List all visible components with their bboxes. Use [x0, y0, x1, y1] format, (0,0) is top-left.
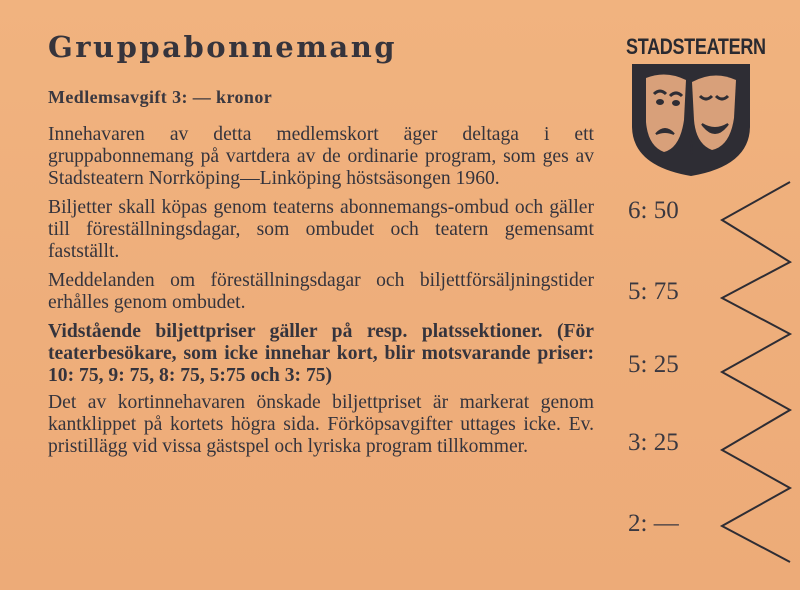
price-mark-3: 5: 25: [628, 351, 679, 378]
edge-notch-zigzag: [700, 170, 800, 570]
card-body: [48, 124, 594, 465]
card-title: Gruppabonnemang: [48, 30, 398, 64]
membership-fee: Medlemsavgift 3: — kronor: [48, 87, 273, 107]
logo-text: STADSTEATERN: [626, 34, 766, 59]
theatre-masks-shield-icon: [626, 34, 766, 179]
paragraph-tickets: Biljetter skall köpas genom teaterns abonnemangs-ombud och gäller till föreställningsdagar, som ombudet och teatern gemensamt fastställt.: [48, 197, 594, 262]
paragraph-marking: Det av kortinnehavaren önskade biljettpriset är markerat genom kantklippet på kortets högra sida. Förköpsavgifter uttages icke. Ev. pristillägg vid vissa gästspel och lyriska program tillkommer.: [48, 392, 594, 457]
price-mark-2: 5: 75: [628, 278, 679, 305]
price-mark-4: 3: 25: [628, 429, 679, 456]
paragraph-prices: Vidstående biljettpriser gäller på resp. platssektioner. (För teaterbesökare, som icke innehar kort, blir motsvarande priser: 10: 75, 9: 75, 8: 75, 5:75 och 3: 75): [48, 321, 594, 386]
price-mark-1: 6: 50: [628, 197, 679, 224]
paragraph-announcements: Meddelanden om föreställningsdagar och biljettförsäljningstider erhålles genom ombudet.: [48, 270, 594, 313]
price-mark-5: 2: —: [628, 510, 679, 537]
stadsteatern-logo: [626, 34, 766, 179]
paragraph-membership: Innehavaren av detta medlemskort äger deltaga i ett gruppabonnemang på vartdera av de ordinarie program, som ges av Stadsteatern Norrköping—Linköping höstsäsongen 1960.: [48, 124, 594, 189]
